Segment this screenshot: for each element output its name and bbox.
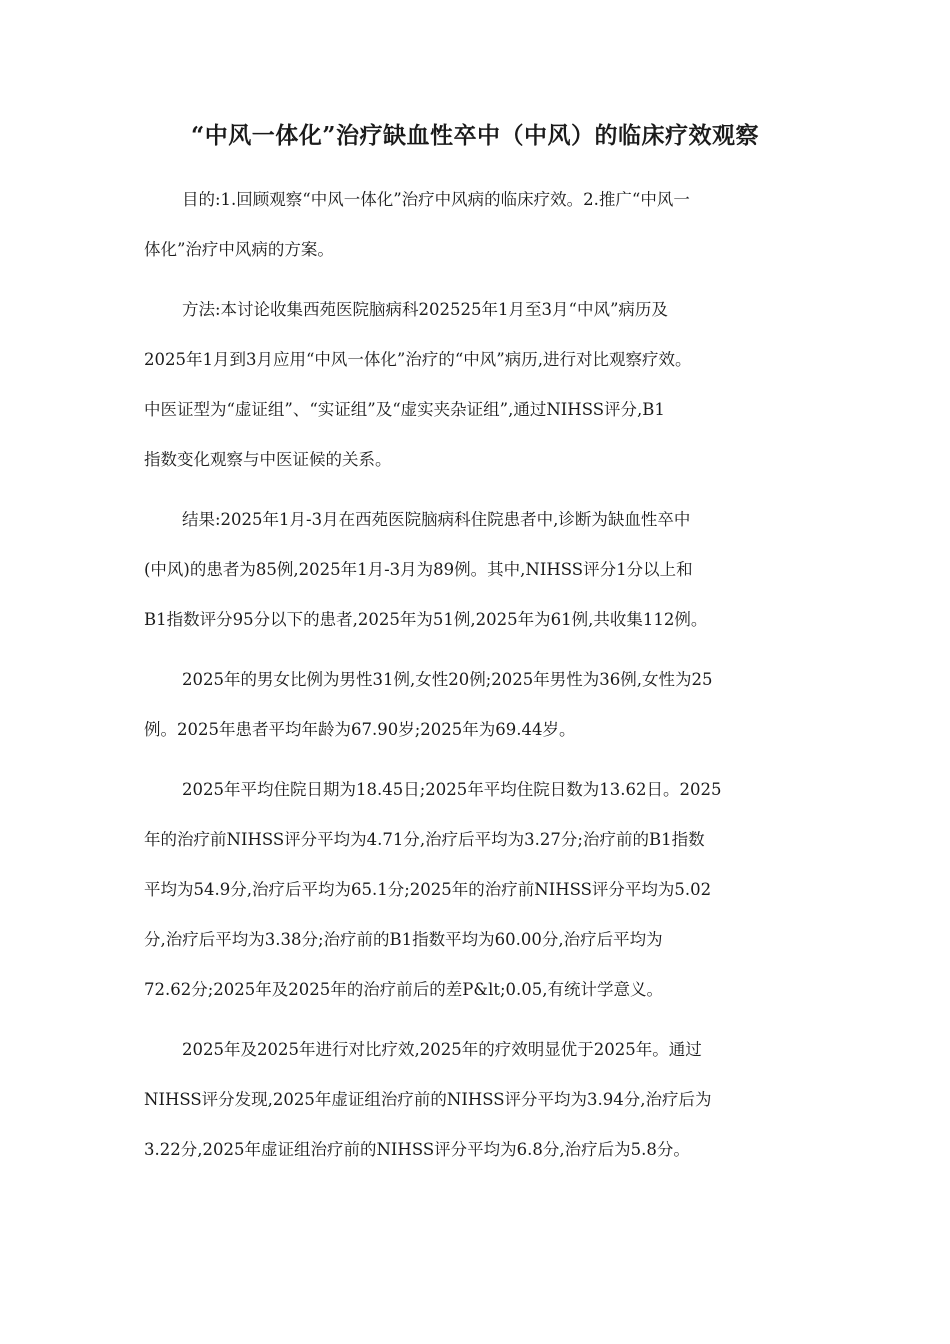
paragraph-line: 72.62分;2025年及2025年的治疗前后的差P&lt;0.05,有统计学意义。 xyxy=(144,980,664,999)
paragraph-line: 结果:2025年1月-3月在西苑医院脑病科住院患者中,诊断为缺血性卒中 xyxy=(182,510,691,529)
paragraph-result xyxy=(144,495,824,645)
paragraph-line: 目的:1.回顾观察“中风一体化”治疗中风病的临床疗效。2.推广“中风一 xyxy=(182,190,690,209)
paragraph-objective xyxy=(144,175,824,275)
paragraph-line: 分,治疗后平均为3.38分;治疗前的B1指数平均为60.00分,治疗后平均为 xyxy=(144,930,663,949)
paragraph-line: 中医证型为“虚证组”、“实证组”及“虚实夹杂证组”,通过NIHSS评分,B1 xyxy=(144,400,665,419)
paragraph-line: 方法:本讨论收集西苑医院脑病科202525年1月至3月“中风”病历及 xyxy=(182,300,668,319)
paragraph-line: (中风)的患者为85例,2025年1月-3月为89例。其中,NIHSS评分1分以上和 xyxy=(144,560,693,579)
document-title: “中风一体化”治疗缺血性卒中（中风）的临床疗效观察 xyxy=(191,122,759,149)
paragraph-line: 年的治疗前NIHSS评分平均为4.71分,治疗后平均为3.27分;治疗前的B1指数 xyxy=(144,830,705,849)
paragraph-line: NIHSS评分发现,2025年虚证组治疗前的NIHSS评分平均为3.94分,治疗后为 xyxy=(144,1090,712,1109)
paragraph-line: 平均为54.9分,治疗后平均为65.1分;2025年的治疗前NIHSS评分平均为5.02 xyxy=(144,880,712,899)
paragraph-line: 2025年的男女比例为男性31例,女性20例;2025年男性为36例,女性为25 xyxy=(182,670,713,689)
paragraph-line: 2025年1月到3月应用“中风一体化”治疗的“中风”病历,进行对比观察疗效。 xyxy=(144,350,692,369)
paragraph-line: 2025年及2025年进行对比疗效,2025年的疗效明显优于2025年。通过 xyxy=(182,1040,702,1059)
paragraph-line: B1指数评分95分以下的患者,2025年为51例,2025年为61例,共收集112例。 xyxy=(144,610,708,629)
paragraph-line: 3.22分,2025年虚证组治疗前的NIHSS评分平均为6.8分,治疗后为5.8分。 xyxy=(144,1140,690,1159)
paragraph-method xyxy=(144,285,824,485)
paragraph-line: 体化”治疗中风病的方案。 xyxy=(144,240,334,259)
paragraph-scores xyxy=(144,765,824,1015)
paragraph-line: 指数变化观察与中医证候的关系。 xyxy=(144,450,392,469)
paragraph-comparison xyxy=(144,1025,824,1175)
paragraph-line: 2025年平均住院日期为18.45日;2025年平均住院日数为13.62日。2025 xyxy=(182,780,722,799)
paragraph-line: 例。2025年患者平均年龄为67.90岁;2025年为69.44岁。 xyxy=(144,720,576,739)
paragraph-demographics xyxy=(144,655,824,755)
